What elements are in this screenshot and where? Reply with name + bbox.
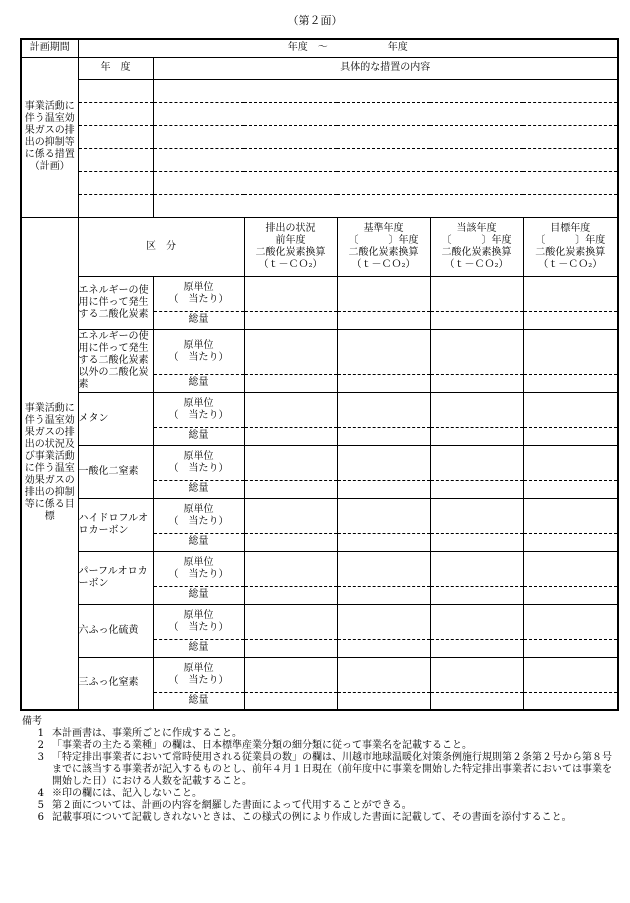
intensity-value-cell[interactable] [337,604,430,639]
total-value-cell[interactable] [430,586,523,604]
header-line: 〔 〕年度 [441,234,512,246]
intensity-label-line: （ 当たり） [168,568,229,580]
total-value-cell[interactable] [244,639,337,657]
total-value-cell[interactable] [430,374,523,392]
total-value-cell[interactable] [523,427,618,445]
intensity-value-cell[interactable] [523,657,618,692]
measure-row [21,125,618,148]
header-line: 排出の状況 [265,222,316,234]
intensity-label [153,392,244,427]
intensity-label-line: 原単位 [183,397,214,409]
total-label: 総量 [153,427,244,445]
header-line: 当該年度 [456,222,497,234]
gas-category-label: 三ふっ化窒素 [78,657,153,710]
measure-row [21,194,618,217]
intensity-label-line: （ 当たり） [168,462,229,474]
total-value-cell[interactable] [523,480,618,498]
gas-row-intensity [21,657,618,692]
note-item [22,800,612,812]
total-value-cell[interactable] [337,311,430,329]
intensity-label-line: 原単位 [183,662,214,674]
measure-row [21,102,618,125]
intensity-label-line: （ 当たり） [168,409,229,421]
total-value-cell[interactable] [523,586,618,604]
total-value-cell[interactable] [337,533,430,551]
intensity-value-cell[interactable] [523,392,618,427]
intensity-value-cell[interactable] [337,551,430,586]
gas-row-intensity [21,498,618,533]
division-header: 区 分 [78,217,244,276]
measure-content-cell[interactable] [153,148,618,171]
header-line: 二酸化炭素換算 [348,246,419,258]
intensity-label-line: 原単位 [183,339,214,351]
intensity-value-cell[interactable] [430,604,523,639]
measure-content-cell[interactable] [153,102,618,125]
total-value-cell[interactable] [244,586,337,604]
measure-year-cell[interactable] [78,125,153,148]
intensity-label-line: （ 当たり） [168,515,229,527]
plan-form-table [20,38,619,711]
total-label: 総量 [153,586,244,604]
note-number: 4 [37,788,44,799]
intensity-value-cell[interactable] [430,276,523,311]
gas-category-label: エネルギーの使用に伴って発生する二酸化炭素 [78,276,153,329]
intensity-value-cell[interactable] [430,392,523,427]
measure-content-cell[interactable] [153,194,618,217]
note-text: 記載事項について記載しきれないときは、この様式の例により作成した書面に記載して、その書面を添付すること。 [52,812,572,823]
total-value-cell[interactable] [244,480,337,498]
intensity-value-cell[interactable] [430,498,523,533]
total-value-cell[interactable] [523,311,618,329]
column-header-current-year [430,217,523,276]
total-value-cell[interactable] [337,692,430,710]
intensity-label [153,604,244,639]
intensity-label-line: （ 当たり） [168,293,229,305]
intensity-label-line: 原単位 [183,281,214,293]
intensity-value-cell[interactable] [430,329,523,374]
intensity-label-line: 原単位 [183,556,214,568]
total-value-cell[interactable] [430,480,523,498]
notes-title: 備考 [22,716,42,727]
intensity-value-cell[interactable] [430,551,523,586]
measure-year-cell[interactable] [78,171,153,194]
intensity-value-cell[interactable] [430,445,523,480]
intensity-value-cell[interactable] [523,329,618,374]
note-text: 「事業者の主たる業種」の欄は、日本標準産業分類の細分類に従って事業名を記載すること。 [52,740,472,751]
measure-year-cell[interactable] [78,79,153,102]
header-line: （ｔ－ＣＯ₂） [538,258,603,270]
column-header-target-year [523,217,618,276]
gas-category-label: パーフルオロカーボン [78,551,153,604]
intensity-label [153,445,244,480]
total-value-cell[interactable] [337,374,430,392]
measure-row [21,171,618,194]
total-value-cell[interactable] [523,692,618,710]
intensity-label [153,551,244,586]
total-label: 総量 [153,480,244,498]
total-label: 総量 [153,533,244,551]
intensity-value-cell[interactable] [337,392,430,427]
total-value-cell[interactable] [523,639,618,657]
notes-section [22,716,612,824]
column-header-base-year [337,217,430,276]
measures-year-header: 年 度 [78,57,153,79]
total-value-cell[interactable] [337,427,430,445]
targets-label: 事業活動に伴う温室効果ガスの排出の状況及び事業活動に伴う温室効果ガスの排出の抑制等に係る目標 [21,217,78,710]
total-value-cell[interactable] [523,374,618,392]
header-line: （ｔ－ＣＯ₂） [258,258,323,270]
intensity-label-line: （ 当たり） [168,351,229,363]
gas-row-intensity [21,604,618,639]
intensity-value-cell[interactable] [244,498,337,533]
intensity-value-cell[interactable] [337,329,430,374]
note-item [22,788,612,800]
note-number: 6 [37,812,44,823]
intensity-value-cell[interactable] [244,657,337,692]
intensity-value-cell[interactable] [337,657,430,692]
total-label: 総量 [153,311,244,329]
column-header-emission [244,217,337,276]
measure-content-cell[interactable] [153,125,618,148]
targets-header-row [21,217,618,276]
note-number: 1 [37,728,44,739]
gas-row-intensity [21,392,618,427]
total-label: 総量 [153,639,244,657]
intensity-value-cell[interactable] [523,498,618,533]
intensity-value-cell[interactable] [244,551,337,586]
header-line: 前年度 [275,234,306,246]
intensity-label-line: 原単位 [183,450,214,462]
total-value-cell[interactable] [337,480,430,498]
header-line: （ｔ－ＣＯ₂） [444,258,509,270]
header-line: 〔 〕年度 [348,234,419,246]
total-value-cell[interactable] [430,639,523,657]
measures-header-row [21,57,618,79]
measure-row [21,79,618,102]
measures-label: 事業活動に伴う温室効果ガスの排出の抑制等に係る措置（計画） [21,57,78,217]
gas-row-intensity [21,551,618,586]
plan-period-label: 計画期間 [21,39,78,57]
total-value-cell[interactable] [337,639,430,657]
notes-list [22,728,612,824]
intensity-value-cell[interactable] [523,551,618,586]
note-number: 5 [37,800,44,811]
total-value-cell[interactable] [430,311,523,329]
total-label: 総量 [153,692,244,710]
gas-row-intensity [21,329,618,374]
measure-year-cell[interactable] [78,194,153,217]
intensity-label [153,329,244,374]
intensity-value-cell[interactable] [244,392,337,427]
measure-year-cell[interactable] [78,102,153,125]
header-line: （ｔ－ＣＯ₂） [351,258,416,270]
total-value-cell[interactable] [244,427,337,445]
intensity-value-cell[interactable] [523,604,618,639]
intensity-label [153,657,244,692]
total-value-cell[interactable] [430,427,523,445]
intensity-value-cell[interactable] [244,604,337,639]
header-line: 目標年度 [550,222,591,234]
gas-category-label: メタン [78,392,153,445]
intensity-label-line: 原単位 [183,609,214,621]
intensity-value-cell[interactable] [523,276,618,311]
header-line: 基準年度 [363,222,404,234]
intensity-label-line: 原単位 [183,503,214,515]
intensity-label-line: （ 当たり） [168,674,229,686]
page-label: （第２面） [287,14,343,27]
total-value-cell[interactable] [430,692,523,710]
gas-category-label: 六ふっ化硫黄 [78,604,153,657]
note-number: 3 [37,752,44,763]
intensity-label [153,276,244,311]
gas-category-label: 一酸化二窒素 [78,445,153,498]
measures-content-header: 具体的な措置の内容 [153,57,618,79]
total-label: 総量 [153,374,244,392]
header-line: 〔 〕年度 [535,234,606,246]
note-item [22,728,612,740]
total-value-cell[interactable] [244,533,337,551]
intensity-label-line: （ 当たり） [168,621,229,633]
measure-content-cell[interactable] [153,79,618,102]
header-line: 二酸化炭素換算 [255,246,326,258]
measure-content-cell[interactable] [153,171,618,194]
measure-year-cell[interactable] [78,148,153,171]
note-number: 2 [37,740,44,751]
total-value-cell[interactable] [244,374,337,392]
note-text: 本計画書は、事業所ごとに作成すること。 [52,728,242,739]
total-value-cell[interactable] [244,311,337,329]
measure-row [21,148,618,171]
note-item [22,812,612,824]
intensity-value-cell[interactable] [337,276,430,311]
intensity-value-cell[interactable] [244,329,337,374]
intensity-value-cell[interactable] [523,445,618,480]
note-item [22,752,612,788]
note-text: 第２面については、計画の内容を網羅した書面によって代用することができる。 [52,800,412,811]
gas-category-label: ハイドロフルオロカーボン [78,498,153,551]
intensity-value-cell[interactable] [244,445,337,480]
intensity-value-cell[interactable] [337,445,430,480]
total-value-cell[interactable] [244,692,337,710]
total-value-cell[interactable] [523,533,618,551]
header-line: 二酸化炭素換算 [535,246,606,258]
intensity-value-cell[interactable] [244,276,337,311]
note-item [22,740,612,752]
total-value-cell[interactable] [337,586,430,604]
gas-row-intensity [21,276,618,311]
intensity-label [153,498,244,533]
note-text: ※印の欄には、記入しないこと。 [52,788,202,799]
gas-row-intensity [21,445,618,480]
note-text: 「特定排出事業者において常時使用される従業員の数」の欄は、川越市地球温暖化対策条例施行規則第２条第２号から第８号までに該当する事業者が記入するものとし、前年４月１日現在（前年度中に事業を開始した特定排出事業者においては事業を開始した日）における人数を記載すること。 [52,752,612,787]
intensity-value-cell[interactable] [337,498,430,533]
header-line: 二酸化炭素換算 [441,246,512,258]
gas-category-label: エネルギーの使用に伴って発生する二酸化炭素以外の二酸化炭素 [78,329,153,392]
intensity-value-cell[interactable] [430,657,523,692]
plan-period-row [21,39,618,57]
total-value-cell[interactable] [430,533,523,551]
plan-period-value[interactable]: 年度 ～ 年度 [78,39,618,57]
